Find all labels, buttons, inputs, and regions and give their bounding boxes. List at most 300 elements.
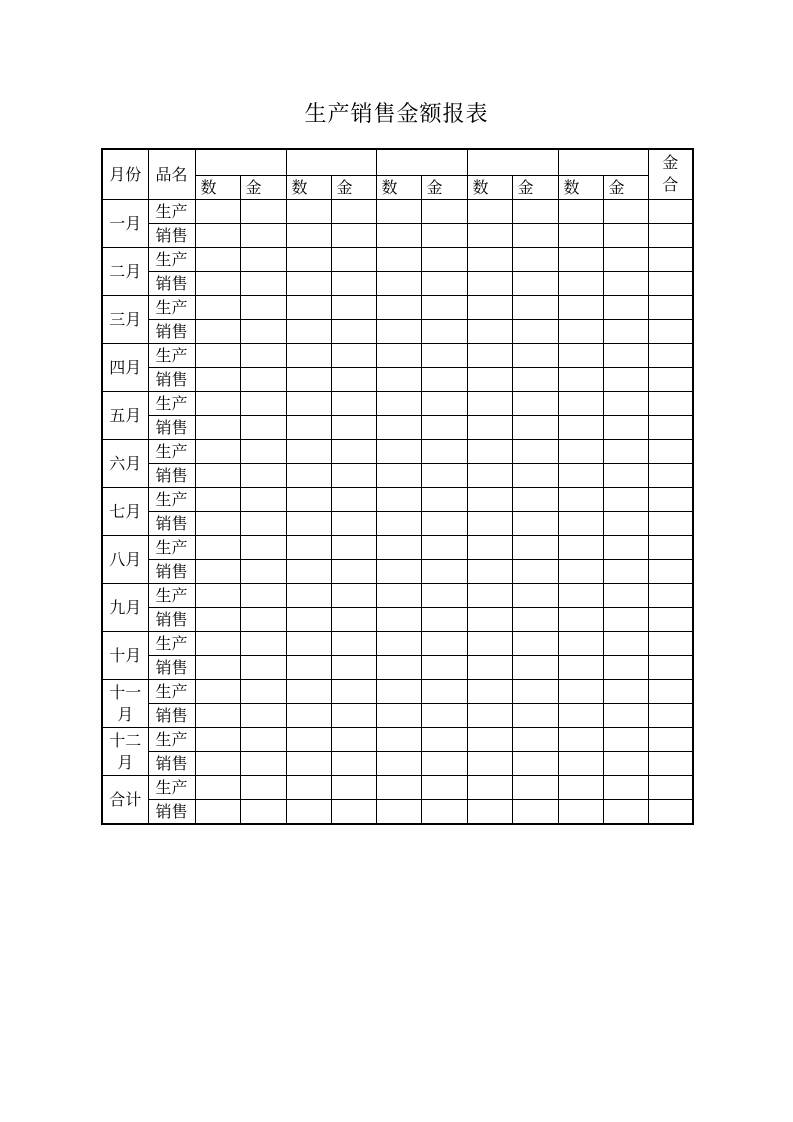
- data-cell: [195, 248, 240, 272]
- data-cell: [240, 416, 286, 440]
- data-cell: [240, 296, 286, 320]
- data-cell: [603, 200, 648, 224]
- qty-header-1: 数: [195, 176, 240, 200]
- data-cell: [648, 560, 693, 584]
- data-cell: [195, 224, 240, 248]
- data-cell: [376, 584, 421, 608]
- data-cell: [467, 560, 512, 584]
- data-cell: [421, 200, 467, 224]
- data-cell: [467, 296, 512, 320]
- data-cell: [195, 464, 240, 488]
- month-label: 二月: [109, 261, 142, 281]
- data-cell: [240, 320, 286, 344]
- data-cell: [331, 248, 376, 272]
- data-cell: [421, 656, 467, 680]
- data-cell: [240, 272, 286, 296]
- data-cell: [240, 776, 286, 800]
- data-cell: [286, 224, 331, 248]
- data-cell: [240, 512, 286, 536]
- table-row: [102, 704, 693, 728]
- data-cell: [603, 488, 648, 512]
- data-cell: [648, 776, 693, 800]
- data-cell: [512, 704, 558, 728]
- table-row: [102, 416, 693, 440]
- data-cell: [648, 248, 693, 272]
- data-cell: [421, 728, 467, 752]
- data-cell: [648, 536, 693, 560]
- data-cell: [376, 632, 421, 656]
- item-cell: 销售: [148, 560, 195, 584]
- data-cell: [376, 392, 421, 416]
- item-cell: 销售: [148, 608, 195, 632]
- amount-header-1: 金: [240, 176, 286, 200]
- month-label: 三月: [109, 309, 142, 329]
- data-cell: [558, 200, 603, 224]
- table-row: [102, 200, 693, 224]
- data-cell: [467, 632, 512, 656]
- data-cell: [558, 800, 603, 825]
- month-label: 九月: [109, 597, 142, 617]
- data-cell: [467, 416, 512, 440]
- table-row: [102, 272, 693, 296]
- data-cell: [558, 344, 603, 368]
- data-cell: [603, 584, 648, 608]
- data-cell: [512, 536, 558, 560]
- data-cell: [240, 656, 286, 680]
- month-cell: [102, 296, 148, 344]
- data-cell: [512, 200, 558, 224]
- month-label: 八月: [109, 549, 142, 569]
- data-cell: [467, 392, 512, 416]
- month-label: 五月: [109, 405, 142, 425]
- item-cell: 销售: [148, 704, 195, 728]
- amount-header-3: 金: [421, 176, 467, 200]
- data-cell: [331, 392, 376, 416]
- data-cell: [467, 344, 512, 368]
- data-cell: [376, 536, 421, 560]
- data-cell: [286, 704, 331, 728]
- data-cell: [240, 584, 286, 608]
- data-cell: [331, 512, 376, 536]
- data-cell: [648, 680, 693, 704]
- data-cell: [421, 704, 467, 728]
- data-cell: [331, 584, 376, 608]
- month-cell: [102, 776, 148, 825]
- data-cell: [648, 800, 693, 825]
- item-cell: 生产: [148, 296, 195, 320]
- total-column-header: [648, 149, 693, 200]
- data-cell: [467, 680, 512, 704]
- data-cell: [195, 368, 240, 392]
- data-cell: [240, 536, 286, 560]
- data-cell: [467, 704, 512, 728]
- data-cell: [376, 200, 421, 224]
- data-cell: [558, 632, 603, 656]
- data-cell: [286, 800, 331, 825]
- data-cell: [240, 488, 286, 512]
- data-cell: [376, 728, 421, 752]
- data-cell: [331, 200, 376, 224]
- data-cell: [376, 416, 421, 440]
- month-label: 十二月: [109, 730, 142, 772]
- item-cell: 生产: [148, 248, 195, 272]
- data-cell: [286, 512, 331, 536]
- data-cell: [558, 248, 603, 272]
- data-cell: [286, 320, 331, 344]
- data-cell: [558, 272, 603, 296]
- data-cell: [240, 392, 286, 416]
- data-cell: [603, 248, 648, 272]
- data-cell: [240, 752, 286, 776]
- qty-header-4: 数: [467, 176, 512, 200]
- data-cell: [331, 368, 376, 392]
- data-cell: [331, 296, 376, 320]
- data-cell: [603, 344, 648, 368]
- data-cell: [558, 224, 603, 248]
- table-row: [102, 344, 693, 368]
- month-cell: [102, 488, 148, 536]
- data-cell: [558, 752, 603, 776]
- table-row: [102, 632, 693, 656]
- month-column-header: 月份: [102, 149, 148, 200]
- item-cell: 生产: [148, 776, 195, 800]
- data-cell: [195, 200, 240, 224]
- data-cell: [467, 512, 512, 536]
- data-cell: [558, 584, 603, 608]
- data-cell: [603, 512, 648, 536]
- data-cell: [286, 344, 331, 368]
- data-cell: [376, 368, 421, 392]
- data-cell: [195, 560, 240, 584]
- data-cell: [331, 536, 376, 560]
- data-cell: [331, 704, 376, 728]
- data-cell: [376, 560, 421, 584]
- qty-header-3: 数: [376, 176, 421, 200]
- data-cell: [512, 752, 558, 776]
- data-cell: [331, 320, 376, 344]
- amount-header-5: 金: [603, 176, 648, 200]
- data-cell: [512, 656, 558, 680]
- item-cell: 销售: [148, 272, 195, 296]
- data-cell: [195, 680, 240, 704]
- data-cell: [558, 440, 603, 464]
- data-cell: [512, 392, 558, 416]
- data-cell: [286, 488, 331, 512]
- table-row: [102, 488, 693, 512]
- data-cell: [467, 536, 512, 560]
- data-cell: [512, 272, 558, 296]
- qty-header-2: 数: [286, 176, 331, 200]
- data-cell: [603, 416, 648, 440]
- data-cell: [286, 200, 331, 224]
- data-cell: [421, 320, 467, 344]
- data-cell: [467, 776, 512, 800]
- data-cell: [240, 728, 286, 752]
- data-cell: [240, 704, 286, 728]
- data-cell: [331, 488, 376, 512]
- data-cell: [467, 800, 512, 825]
- data-cell: [286, 656, 331, 680]
- data-cell: [195, 728, 240, 752]
- group-header-5: [558, 149, 648, 176]
- data-cell: [331, 752, 376, 776]
- data-cell: [467, 272, 512, 296]
- item-cell: 销售: [148, 368, 195, 392]
- data-cell: [240, 632, 286, 656]
- data-cell: [512, 344, 558, 368]
- data-cell: [195, 584, 240, 608]
- month-label: 十一月: [109, 682, 142, 724]
- data-cell: [286, 272, 331, 296]
- table-row: [102, 224, 693, 248]
- data-cell: [648, 368, 693, 392]
- data-cell: [421, 680, 467, 704]
- data-cell: [331, 344, 376, 368]
- data-cell: [331, 800, 376, 825]
- data-cell: [195, 488, 240, 512]
- table-row: [102, 752, 693, 776]
- month-label: 四月: [109, 357, 142, 377]
- data-cell: [195, 752, 240, 776]
- data-cell: [376, 248, 421, 272]
- month-cell: [102, 680, 148, 728]
- data-cell: [195, 632, 240, 656]
- item-cell: 销售: [148, 656, 195, 680]
- table-row: [102, 320, 693, 344]
- data-cell: [286, 536, 331, 560]
- data-cell: [331, 416, 376, 440]
- data-cell: [376, 704, 421, 728]
- qty-header-5: 数: [558, 176, 603, 200]
- data-cell: [376, 488, 421, 512]
- item-cell: 生产: [148, 728, 195, 752]
- data-cell: [286, 752, 331, 776]
- data-cell: [331, 560, 376, 584]
- data-cell: [240, 344, 286, 368]
- data-cell: [286, 296, 331, 320]
- data-cell: [376, 608, 421, 632]
- data-cell: [603, 608, 648, 632]
- table-row: [102, 584, 693, 608]
- data-cell: [558, 464, 603, 488]
- data-cell: [421, 248, 467, 272]
- total-header-top: 金: [662, 153, 679, 172]
- data-cell: [421, 608, 467, 632]
- data-cell: [467, 608, 512, 632]
- data-cell: [331, 680, 376, 704]
- data-cell: [558, 368, 603, 392]
- table-row: [102, 368, 693, 392]
- month-cell: [102, 440, 148, 488]
- data-cell: [512, 560, 558, 584]
- data-cell: [603, 224, 648, 248]
- data-cell: [648, 512, 693, 536]
- data-cell: [603, 728, 648, 752]
- group-header-2: [286, 149, 376, 176]
- group-header-4: [467, 149, 558, 176]
- item-cell: 生产: [148, 344, 195, 368]
- data-cell: [648, 704, 693, 728]
- data-cell: [376, 464, 421, 488]
- data-cell: [421, 560, 467, 584]
- data-cell: [376, 224, 421, 248]
- data-cell: [421, 800, 467, 825]
- data-cell: [195, 416, 240, 440]
- report-table: [101, 148, 694, 825]
- month-label: 十月: [109, 645, 142, 665]
- header-row-1: [102, 149, 693, 176]
- report-title: 生产销售金额报表: [304, 102, 489, 127]
- table-row: [102, 800, 693, 825]
- data-cell: [195, 320, 240, 344]
- data-cell: [648, 632, 693, 656]
- data-cell: [558, 536, 603, 560]
- data-cell: [512, 584, 558, 608]
- data-cell: [286, 368, 331, 392]
- data-cell: [421, 776, 467, 800]
- data-cell: [421, 416, 467, 440]
- data-cell: [331, 464, 376, 488]
- data-cell: [286, 632, 331, 656]
- data-cell: [331, 776, 376, 800]
- month-label: 一月: [109, 213, 142, 233]
- data-cell: [195, 512, 240, 536]
- data-cell: [512, 416, 558, 440]
- item-cell: 生产: [148, 680, 195, 704]
- item-cell: 销售: [148, 224, 195, 248]
- table-row: [102, 728, 693, 752]
- data-cell: [421, 224, 467, 248]
- data-cell: [467, 488, 512, 512]
- month-label: 合计: [109, 789, 142, 809]
- data-cell: [195, 440, 240, 464]
- data-cell: [648, 320, 693, 344]
- data-cell: [376, 656, 421, 680]
- data-cell: [648, 464, 693, 488]
- data-cell: [286, 392, 331, 416]
- data-cell: [376, 680, 421, 704]
- data-cell: [558, 296, 603, 320]
- data-cell: [648, 584, 693, 608]
- data-cell: [603, 632, 648, 656]
- data-cell: [195, 776, 240, 800]
- month-cell: [102, 392, 148, 440]
- item-cell: 生产: [148, 632, 195, 656]
- data-cell: [376, 776, 421, 800]
- data-cell: [648, 296, 693, 320]
- data-cell: [331, 224, 376, 248]
- data-cell: [467, 728, 512, 752]
- data-cell: [648, 272, 693, 296]
- item-cell: 生产: [148, 440, 195, 464]
- month-cell: [102, 248, 148, 296]
- data-cell: [195, 608, 240, 632]
- table-row: [102, 656, 693, 680]
- group-header-1: [195, 149, 286, 176]
- data-cell: [512, 680, 558, 704]
- item-cell: 销售: [148, 800, 195, 825]
- data-cell: [558, 704, 603, 728]
- data-cell: [421, 368, 467, 392]
- data-cell: [376, 512, 421, 536]
- data-cell: [240, 368, 286, 392]
- data-cell: [467, 584, 512, 608]
- data-cell: [240, 248, 286, 272]
- data-cell: [195, 656, 240, 680]
- item-cell: 生产: [148, 536, 195, 560]
- data-cell: [286, 608, 331, 632]
- data-cell: [512, 632, 558, 656]
- data-cell: [558, 608, 603, 632]
- data-cell: [331, 608, 376, 632]
- item-cell: 销售: [148, 512, 195, 536]
- group-header-3: [376, 149, 467, 176]
- data-cell: [195, 536, 240, 560]
- data-cell: [603, 440, 648, 464]
- data-cell: [331, 632, 376, 656]
- item-cell: 生产: [148, 392, 195, 416]
- data-cell: [467, 752, 512, 776]
- data-cell: [467, 224, 512, 248]
- item-column-header: 品名: [148, 149, 195, 200]
- data-cell: [558, 728, 603, 752]
- data-cell: [512, 728, 558, 752]
- amount-header-4: 金: [512, 176, 558, 200]
- data-cell: [331, 440, 376, 464]
- data-cell: [286, 584, 331, 608]
- data-cell: [603, 392, 648, 416]
- data-cell: [195, 296, 240, 320]
- month-cell: [102, 200, 148, 248]
- data-cell: [648, 392, 693, 416]
- table-row: [102, 512, 693, 536]
- data-cell: [512, 488, 558, 512]
- data-cell: [558, 392, 603, 416]
- data-cell: [376, 440, 421, 464]
- item-cell: 生产: [148, 200, 195, 224]
- month-cell: [102, 728, 148, 776]
- data-cell: [286, 776, 331, 800]
- data-cell: [512, 608, 558, 632]
- month-label: 七月: [109, 501, 142, 521]
- data-cell: [648, 416, 693, 440]
- data-cell: [512, 296, 558, 320]
- data-cell: [421, 632, 467, 656]
- data-cell: [195, 800, 240, 825]
- month-label: 六月: [109, 453, 142, 473]
- data-cell: [376, 320, 421, 344]
- data-cell: [240, 560, 286, 584]
- data-cell: [240, 440, 286, 464]
- data-cell: [421, 464, 467, 488]
- month-cell: [102, 632, 148, 680]
- table-row: [102, 440, 693, 464]
- data-cell: [603, 368, 648, 392]
- item-cell: 生产: [148, 488, 195, 512]
- data-cell: [421, 440, 467, 464]
- data-cell: [603, 320, 648, 344]
- data-cell: [603, 560, 648, 584]
- data-cell: [648, 608, 693, 632]
- data-cell: [331, 728, 376, 752]
- data-cell: [558, 656, 603, 680]
- data-cell: [286, 440, 331, 464]
- month-cell: [102, 536, 148, 584]
- data-cell: [195, 704, 240, 728]
- data-cell: [512, 248, 558, 272]
- data-cell: [240, 680, 286, 704]
- data-cell: [467, 320, 512, 344]
